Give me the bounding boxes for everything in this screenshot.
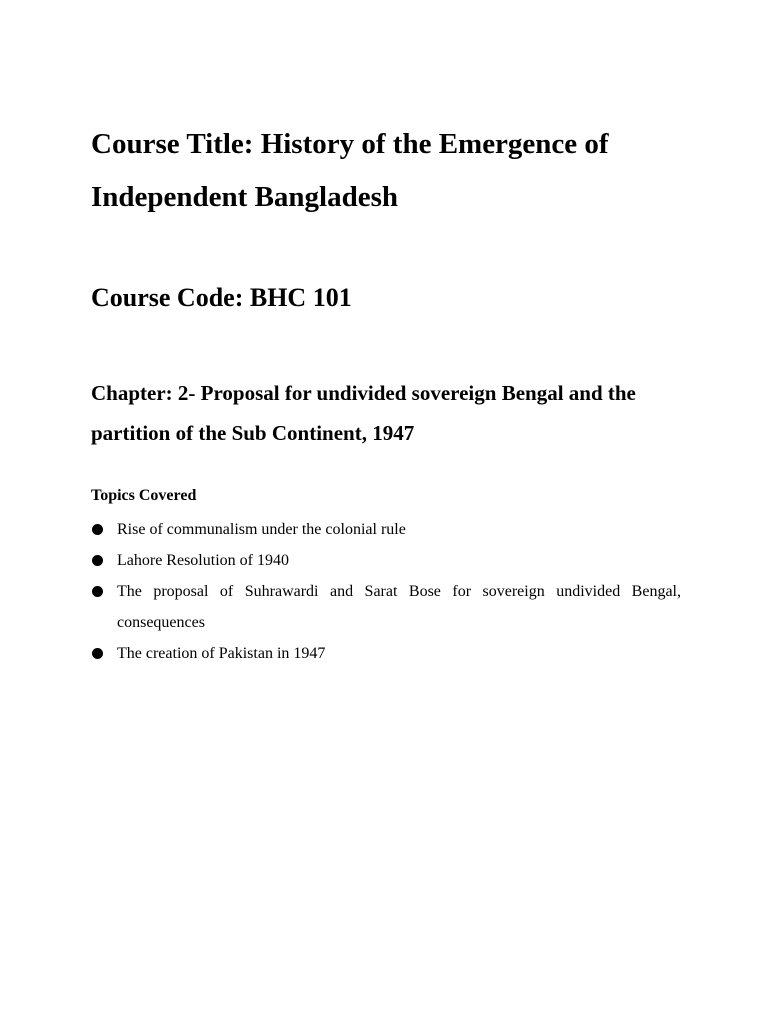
bullet-icon (92, 648, 103, 659)
topic-text: The creation of Pakistan in 1947 (117, 645, 326, 662)
topic-text: Lahore Resolution of 1940 (117, 552, 289, 569)
topic-item (91, 545, 681, 576)
topics-heading: Topics Covered (91, 487, 197, 504)
chapter-heading: Chapter: 2- Proposal for undivided sovereign Bengal and the partition of the Sub Continent, 1947 (91, 381, 636, 445)
topic-item (91, 638, 681, 669)
topic-text: Rise of communalism under the colonial rule (117, 521, 406, 538)
bullet-icon (92, 555, 103, 566)
course-title: Course Title: History of the Emergence of Independent Bangladesh (91, 128, 609, 213)
bullet-icon (92, 586, 103, 597)
topic-text: The proposal of Suhrawardi and Sarat Bose for sovereign undivided Bengal, consequences (117, 583, 681, 631)
topic-item (91, 514, 681, 545)
topics-list (91, 514, 681, 669)
bullet-icon (92, 524, 103, 535)
topic-item (91, 576, 681, 638)
course-code: Course Code: BHC 101 (91, 283, 352, 312)
